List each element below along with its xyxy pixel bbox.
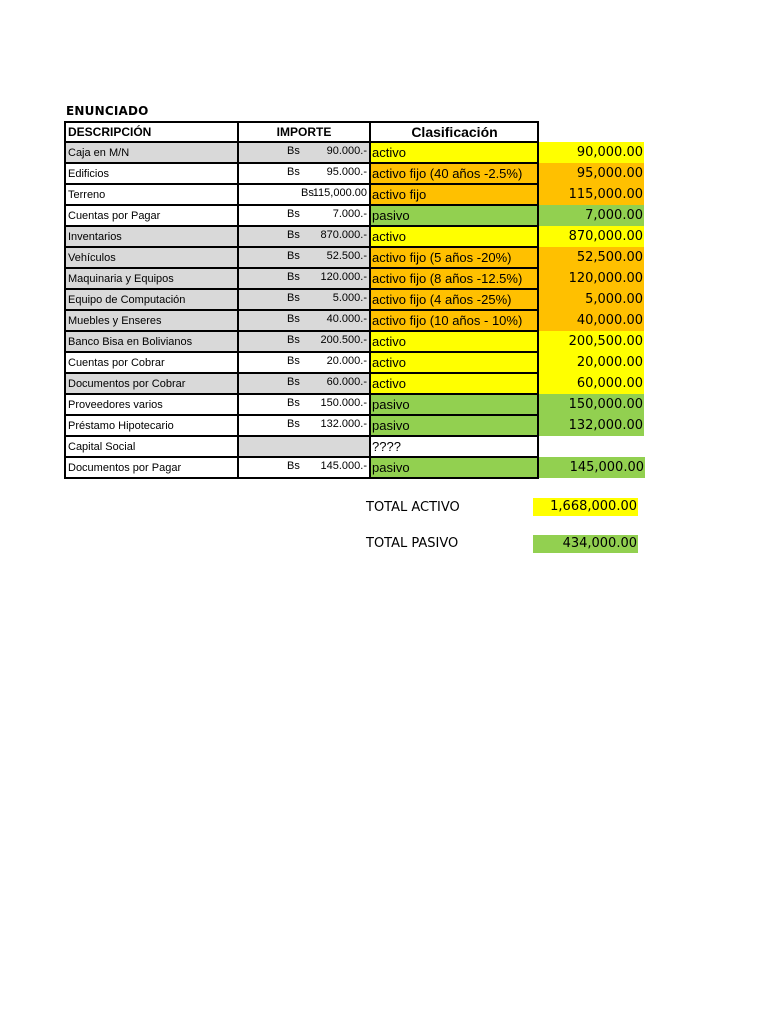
table-row [65, 163, 645, 184]
currency-label: Bs [287, 271, 300, 283]
cell-descripcion[interactable]: Vehículos [65, 247, 238, 268]
currency-label: Bs [287, 166, 300, 178]
cell-value[interactable]: 870,000.00 [538, 226, 645, 247]
cell-clasificacion[interactable]: pasivo [370, 415, 538, 436]
cell-value[interactable]: 40,000.00 [538, 310, 645, 331]
cell-value[interactable]: 200,500.00 [538, 331, 645, 352]
table-row [65, 436, 645, 457]
cell-descripcion[interactable]: Cuentas por Pagar [65, 205, 238, 226]
cell-importe[interactable] [238, 436, 370, 457]
table-row [65, 247, 645, 268]
cell-importe[interactable] [238, 373, 370, 394]
cell-descripcion[interactable]: Equipo de Computación [65, 289, 238, 310]
cell-importe[interactable] [238, 394, 370, 415]
amount-value: 5.000.- [332, 292, 367, 304]
currency-label: Bs [287, 376, 300, 388]
cell-clasificacion[interactable]: activo fijo (5 años -20%) [370, 247, 538, 268]
amount-value: 145.000.- [320, 460, 367, 472]
amount-value: 150.000.- [320, 397, 367, 409]
cell-value[interactable]: 132,000.00 [538, 415, 645, 436]
table-row [65, 226, 645, 247]
cell-value[interactable]: 5,000.00 [538, 289, 645, 310]
table-row [65, 184, 645, 205]
cell-importe[interactable] [238, 289, 370, 310]
sheet-title: ENUNCIADO [66, 104, 149, 118]
table-row [65, 331, 645, 352]
cell-value[interactable]: 150,000.00 [538, 394, 645, 415]
cell-clasificacion[interactable]: ???? [370, 436, 538, 457]
amount-value: 60.000.- [326, 376, 367, 388]
table-row [65, 268, 645, 289]
currency-label: Bs [287, 292, 300, 304]
header-row [65, 122, 645, 142]
currency-label: Bs [287, 334, 300, 346]
currency-label: Bs [287, 250, 300, 262]
cell-descripcion[interactable]: Proveedores varios [65, 394, 238, 415]
cell-importe[interactable] [238, 352, 370, 373]
cell-importe[interactable] [238, 457, 370, 478]
amount-value: 132.000.- [320, 418, 367, 430]
cell-value[interactable]: 90,000.00 [538, 142, 645, 163]
amount-value: 870.000.- [320, 229, 367, 241]
table-row [65, 373, 645, 394]
cell-clasificacion[interactable]: pasivo [370, 457, 538, 478]
cell-value[interactable]: 20,000.00 [538, 352, 645, 373]
total-pasivo-label: TOTAL PASIVO [366, 536, 459, 551]
cell-importe[interactable] [238, 205, 370, 226]
cell-clasificacion[interactable]: activo fijo (4 años -25%) [370, 289, 538, 310]
cell-value[interactable] [538, 436, 645, 457]
currency-label: Bs [287, 208, 300, 220]
cell-descripcion[interactable]: Edificios [65, 163, 238, 184]
cell-importe[interactable] [238, 184, 370, 205]
cell-descripcion[interactable]: Inventarios [65, 226, 238, 247]
cell-importe[interactable] [238, 142, 370, 163]
table-row [65, 289, 645, 310]
currency-label: Bs [287, 229, 300, 241]
amount-value: 120.000.- [320, 271, 367, 283]
cell-clasificacion[interactable]: activo [370, 142, 538, 163]
cell-clasificacion[interactable]: pasivo [370, 205, 538, 226]
table-row [65, 142, 645, 163]
currency-label: Bs [287, 418, 300, 430]
cell-importe[interactable] [238, 247, 370, 268]
cell-value[interactable]: 52,500.00 [538, 247, 645, 268]
table-row [65, 352, 645, 373]
table-row [65, 415, 645, 436]
cell-importe[interactable] [238, 415, 370, 436]
cell-value[interactable]: 7,000.00 [538, 205, 645, 226]
amount-value: 95.000.- [326, 166, 367, 178]
cell-clasificacion[interactable]: activo [370, 352, 538, 373]
cell-descripcion[interactable]: Terreno [65, 184, 238, 205]
cell-descripcion[interactable]: Documentos por Pagar [65, 457, 238, 478]
cell-importe[interactable] [238, 268, 370, 289]
currency-label: Bs [287, 355, 300, 367]
table-row [65, 457, 645, 478]
cell-descripcion[interactable]: Muebles y Enseres [65, 310, 238, 331]
total-activo-label: TOTAL ACTIVO [366, 500, 460, 515]
cell-clasificacion[interactable]: activo fijo (8 años -12.5%) [370, 268, 538, 289]
cell-descripcion[interactable]: Documentos por Cobrar [65, 373, 238, 394]
cell-importe[interactable] [238, 331, 370, 352]
table-row [65, 205, 645, 226]
amount-value: 115,000.00 [312, 187, 367, 199]
cell-value[interactable]: 95,000.00 [538, 163, 645, 184]
cell-descripcion[interactable]: Maquinaria y Equipos [65, 268, 238, 289]
table-row [65, 310, 645, 331]
header-value-empty[interactable] [538, 122, 645, 142]
cell-clasificacion[interactable]: pasivo [370, 394, 538, 415]
cell-clasificacion[interactable]: activo [370, 226, 538, 247]
table-row [65, 394, 645, 415]
cell-importe[interactable] [238, 226, 370, 247]
accounts-table [64, 121, 646, 479]
amount-value: 20.000.- [326, 355, 367, 367]
cell-clasificacion[interactable]: activo fijo (40 años -2.5%) [370, 163, 538, 184]
cell-value[interactable]: 145,000.00 [538, 457, 645, 478]
cell-value[interactable]: 115,000.00 [538, 184, 645, 205]
cell-importe[interactable] [238, 310, 370, 331]
header-importe[interactable]: IMPORTE [238, 122, 370, 142]
cell-clasificacion[interactable]: activo [370, 373, 538, 394]
cell-descripcion[interactable]: Banco Bisa en Bolivianos [65, 331, 238, 352]
amount-value: 40.000.- [326, 313, 367, 325]
currency-label: Bs [287, 460, 300, 472]
cell-descripcion[interactable]: Cuentas por Cobrar [65, 352, 238, 373]
currency-label: Bs [287, 313, 300, 325]
amount-value: 200.500.- [320, 334, 367, 346]
amount-value: 90.000.- [326, 145, 367, 157]
header-descripcion[interactable]: DESCRIPCIÓN [65, 122, 238, 142]
header-clasificacion[interactable]: Clasificación [370, 122, 538, 142]
total-activo-value[interactable]: 1,668,000.00 [533, 498, 638, 516]
total-pasivo-value[interactable]: 434,000.00 [533, 535, 638, 553]
cell-descripcion[interactable]: Préstamo Hipotecario [65, 415, 238, 436]
cell-value[interactable]: 120,000.00 [538, 268, 645, 289]
cell-descripcion[interactable]: Capital Social [65, 436, 238, 457]
cell-importe[interactable] [238, 163, 370, 184]
cell-clasificacion[interactable]: activo fijo [370, 184, 538, 205]
amount-value: 52.500.- [326, 250, 367, 262]
currency-label: Bs [287, 397, 300, 409]
cell-clasificacion[interactable]: activo [370, 331, 538, 352]
cell-clasificacion[interactable]: activo fijo (10 años - 10%) [370, 310, 538, 331]
currency-label: Bs [287, 145, 300, 157]
cell-descripcion[interactable]: Caja en M/N [65, 142, 238, 163]
amount-value: 7.000.- [332, 208, 367, 220]
currency-label: Bs [301, 187, 314, 199]
cell-value[interactable]: 60,000.00 [538, 373, 645, 394]
